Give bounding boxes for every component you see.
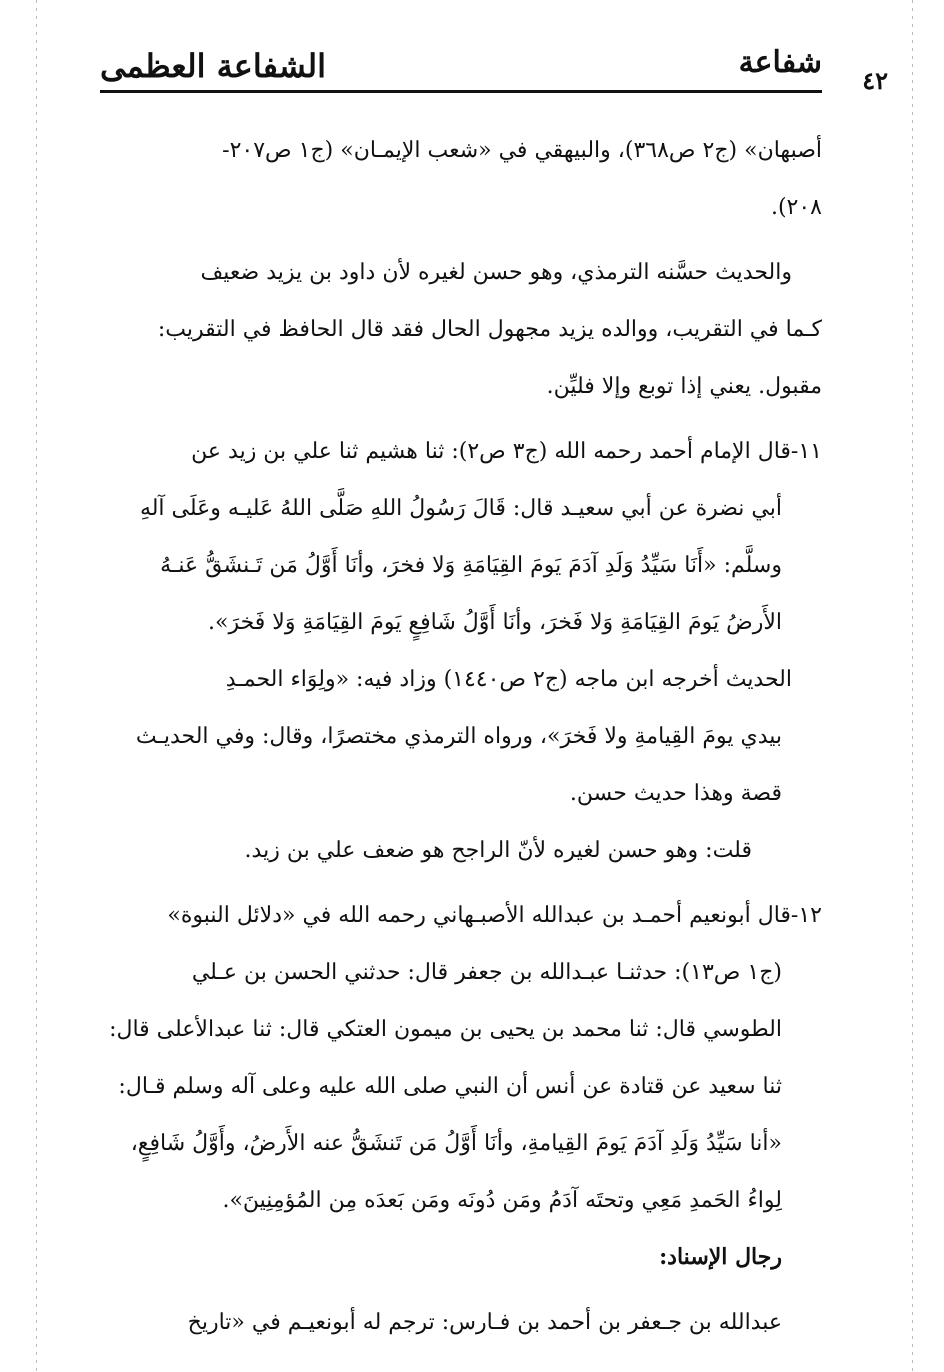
text-line: والحديث حسَّنه الترمذي، وهو حسن لغيره لأن داود بن يزيد ضعيف xyxy=(200,260,792,285)
header-rule xyxy=(100,90,822,93)
text-line: كـما في التقريب، ووالده يزيد مجهول الحال فقد قال الحافظ في التقريب: xyxy=(157,317,822,342)
numbered-item-12-line xyxy=(100,887,822,944)
text-line: قصة وهذا حديث حسن. xyxy=(569,781,782,806)
text-line: مقبول. يعني إذا توبع وإلا فليِّن. xyxy=(546,374,822,399)
text-line: عبدالله بن جـعفر بن أحمد بن فـارس: ترجم له أبونعيـم في «تاريخ xyxy=(187,1310,782,1335)
page-body xyxy=(100,122,822,1351)
text-line: وسلَّم: «أَنَا سَيِّدُ وَلَدِ آدَمَ يَومَ القِيَامَةِ وَلا فخرَ، وأنَا أَوَّلُ مَن تَـنشَقُّ عَنـهُ xyxy=(160,553,782,578)
section-heading: رجال الإسناد: xyxy=(659,1244,782,1270)
header-logo: شفاعة xyxy=(738,45,822,80)
text-line: قال أبونعيم أحمـد بن عبدالله الأصبـهاني رحمه الله في «دلائل النبوة» xyxy=(167,903,791,928)
text-line: قال الإمام أحمد رحمه الله (ج٣ ص٢): ثنا هشيم ثنا علي بن زيد عن xyxy=(191,439,791,464)
item-number-11: ١١- xyxy=(790,439,822,464)
page-number: ٤٢ xyxy=(862,66,888,95)
right-margin-dots xyxy=(912,0,913,1372)
text-line: ٢٠٨). xyxy=(770,195,822,220)
text-line: أبي نضرة عن أبي سعيـد قال: قَالَ رَسُولُ اللهِ صَلَّى اللهُ عَليـه وعَلَى آلهِ xyxy=(139,496,782,521)
text-line: لِواءُ الحَمدِ مَعِي وتحتَه آدَمُ ومَن دُونَه ومَن بَعدَه مِن المُؤمِنِينَ». xyxy=(222,1188,782,1213)
text-line: أصبهان» (ج٢ ص٣٦٨)، والبيهقي في «شعب الإيمـان» (ج١ ص٢٠٧- xyxy=(222,138,822,163)
text-line: (ج١ ص١٣): حدثنـا عبـدالله بن جعفر قال: حدثني الحسن بن عـلي xyxy=(191,960,782,985)
text-line: الحديث أخرجه ابن ماجه (ج٢ ص١٤٤٠) وزاد فيه: «ولِوَاء الحمـدِ xyxy=(225,667,792,692)
text-line: «أنا سَيِّدُ وَلَدِ آدَمَ يَومَ القِيامةِ، وأنَا أَوَّلُ مَن تَنشَقُّ عنه الأَرضُ، وأَوَّلُ شَافِعٍ، xyxy=(130,1131,782,1156)
numbered-item-11-line xyxy=(100,423,822,480)
text-line: ثنا سعيد عن قتادة عن أنس أن النبي صلى الله عليه وعلى آله وسلم قـال: xyxy=(118,1074,782,1099)
left-margin-dots xyxy=(36,0,37,1372)
page-header xyxy=(100,40,822,100)
header-title: الشفاعة العظمى xyxy=(100,47,327,85)
item-number-12: ١٢- xyxy=(790,903,822,928)
text-line: قلت: وهو حسن لغيره لأنّ الراجح هو ضعف علي بن زيد. xyxy=(244,838,752,863)
text-line: بيدي يومَ القِيامةِ ولا فَخرَ»، ورواه الترمذي مختصرًا، وقال: وفي الحديـث xyxy=(135,724,782,749)
text-line: الطوسي قال: ثنا محمد بن يحيى بن ميمون العتكي قال: ثنا عبدالأعلى قال: xyxy=(109,1017,782,1042)
text-line: الأَرضُ يَومَ القِيَامَةِ وَلا فَخرَ، وأنَا أَوَّلُ شَافِعٍ يَومَ القِيَامَةِ وَلا فَخرَ». xyxy=(207,610,782,635)
